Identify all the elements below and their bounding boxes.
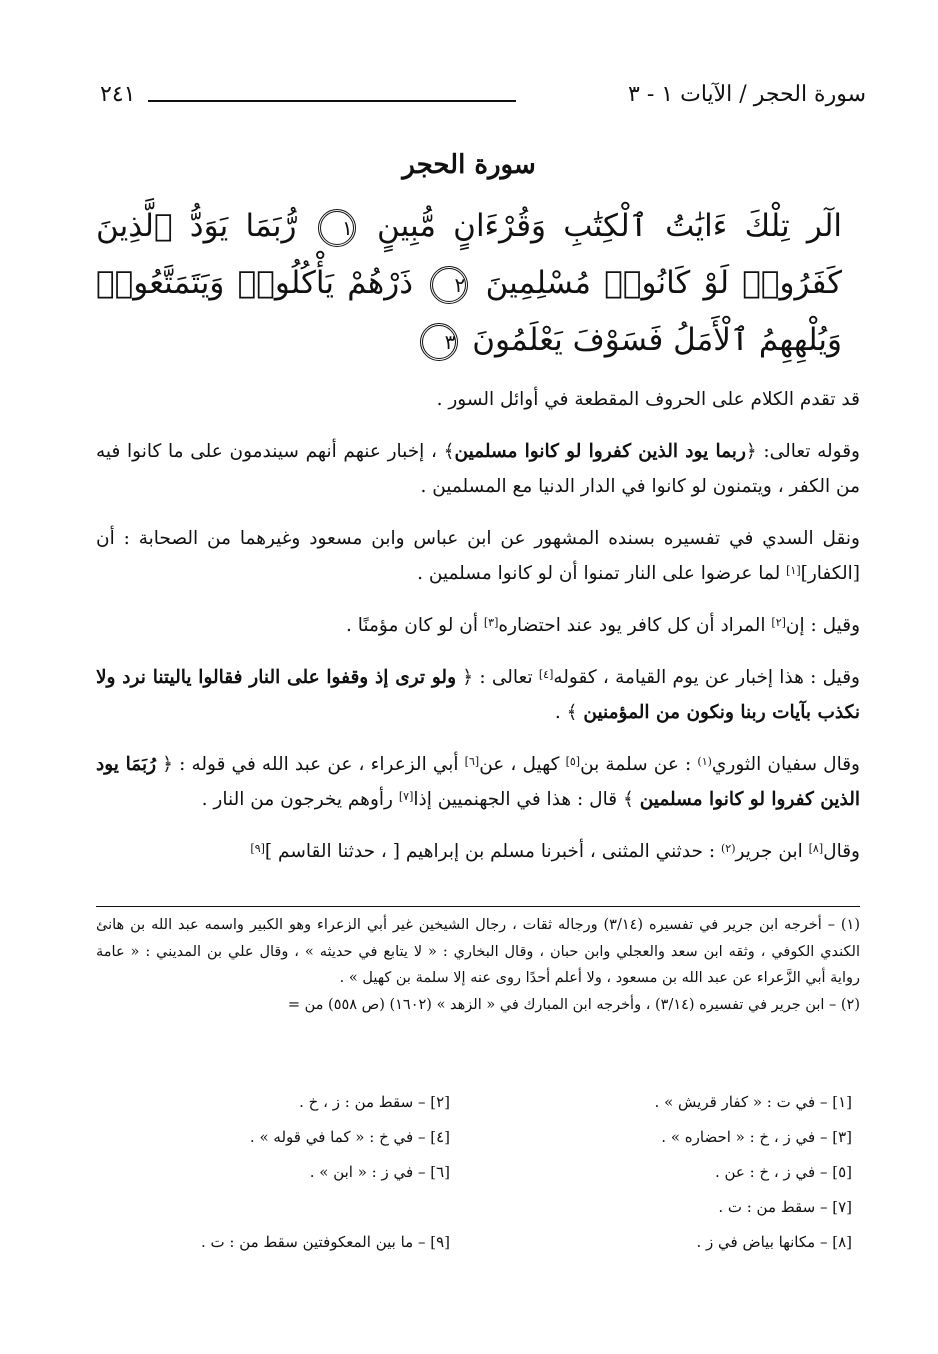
surah-title: سورة الحجر	[402, 150, 536, 180]
p5-text-c: ﴾ .	[554, 702, 584, 723]
variant-note-7: [٧] – سقط من : ت .	[718, 1198, 852, 1216]
variant-ref-3: [٣]	[483, 616, 499, 629]
p3-text-b: لما عرضوا على النار تمنوا أن لو كانوا مسلمين .	[417, 563, 787, 584]
footnotes	[96, 912, 860, 1018]
variant-notes	[100, 1093, 852, 1268]
variant-row	[100, 1198, 852, 1233]
p6-text-b: : عن سلمة بن	[580, 754, 698, 775]
p6-text-a: وقال سفيان الثوري	[711, 754, 860, 775]
p6-text-d: أبي الزعراء ، عن عبد الله في قوله : ﴿	[156, 754, 465, 775]
variant-note-2: [٢] – سقط من : ز ، خ .	[299, 1093, 450, 1111]
variant-ref-1: [١]	[786, 564, 801, 577]
ayah-3-text: ذَرْهُمْ يَأْكُلُوا۟ وَيَتَمَتَّعُوا۟ وَيُلْهِهِمُ ٱلْأَمَلُ فَسَوْفَ يَعْلَمُونَ	[96, 265, 842, 358]
commentary-body	[96, 382, 860, 886]
variant-note-4: [٤] – في خ : « كما في قوله » .	[249, 1128, 450, 1146]
p4-text-b: المراد أن كل كافر يود عند احتضاره	[498, 615, 772, 636]
p7-text-c: : حدثني المثنى ، أخبرنا مسلم بن إبراهيم [ ، حدثنا القاسم ]	[264, 841, 721, 862]
variant-note-3: [٣] – في ز ، خ : « احضاره » .	[661, 1128, 852, 1146]
paragraph-5	[96, 660, 860, 730]
paragraph-4	[96, 608, 860, 643]
p5-quran-quote: ولو ترى إذ وقفوا على النار فقالوا ياليتنا نرد ولا نكذب بآيات ربنا ونكون من المؤمنين	[96, 667, 860, 723]
p6-text-f: رأوهم يخرجون من النار .	[201, 789, 399, 810]
variant-note-8: [٨] – مكانها بياض في ز .	[696, 1233, 852, 1251]
ayah-number-marker-1: ١	[318, 209, 356, 247]
page-number: ٢٤١	[100, 82, 136, 107]
p3-text-a: ونقل السدي في تفسيره بسنده المشهور عن ابن عباس وابن مسعود وغيرهما من الصحابة : أن [الكفار]	[96, 528, 860, 584]
ayah-1-text: الٓر تِلْكَ ءَايَٰتُ ٱلْكِتَٰبِ وَقُرْءَانٍ مُّبِينٍ	[377, 208, 843, 244]
p4-text-c: أن لو كان مؤمنًا .	[346, 615, 484, 636]
variant-row	[100, 1163, 852, 1198]
ayah-block	[96, 198, 842, 369]
variant-ref-5: [٥]	[565, 755, 581, 768]
paragraph-1-text: قد تقدم الكلام على الحروف المقطعة في أوائل السور .	[436, 389, 860, 410]
paragraph-3	[96, 521, 860, 591]
p2-quran-quote: ربما يود الذين كفروا لو كانوا مسلمين	[454, 441, 746, 462]
variant-note-9: [٩] – ما بين المعكوفتين سقط من : ت .	[200, 1233, 450, 1251]
paragraph-6	[96, 747, 860, 817]
ayah-2-text: رُّبَمَا يَوَدُّ ٱلَّذِينَ كَفَرُوا۟ لَوْ كَانُوا۟ مُسْلِمِينَ	[96, 208, 843, 301]
p5-text-b: تعالى : ﴿	[456, 667, 539, 688]
variant-note-6: [٦] – في ز : « ابن » .	[309, 1163, 450, 1181]
ayah-number-marker-2: ٢	[430, 266, 468, 304]
variant-ref-6: [٦]	[464, 755, 480, 768]
p6-text-e: ﴾ قال : هذا في الجهنميين إذا	[413, 789, 640, 810]
p2-text-b: ﴾ ، إخبار عنهم أنهم سيندمون على ما كانوا فيه من الكفر ، ويتمنون لو كانوا في الدار الدنيا مع المسلمين .	[96, 441, 860, 497]
footnote-rule	[96, 906, 860, 907]
footnote-ref-2: (٢)	[720, 842, 736, 855]
ayah-number-marker-3: ٣	[420, 323, 458, 361]
p6-quran-quote: رُبَمَا يود الذين كفروا لو كانوا مسلمين	[96, 754, 860, 810]
p5-text-a: وقيل : هذا إخبار عن يوم القيامة ، كقوله	[553, 667, 860, 688]
footnote-2: (٢) – ابن جرير في تفسيره (٣/١٤) ، وأخرجه ابن المبارك في « الزهد » (١٦٠٢) (ص ٥٥٨) من =	[287, 996, 860, 1013]
variant-ref-4: [٤]	[538, 668, 554, 681]
variant-ref-7: [٧]	[398, 790, 414, 803]
variant-note-5: [٥] – في ز ، خ : عن .	[714, 1163, 852, 1181]
variant-row	[100, 1093, 852, 1128]
paragraph-1	[96, 382, 860, 417]
p4-text-a: وقيل : إن	[785, 615, 860, 636]
paragraph-7	[96, 834, 860, 869]
footnote-1: (١) – أخرجه ابن جرير في تفسيره (٣/١٤) ورجاله ثقات ، رجال الشيخين غير أبي الزعراء وهو الكبير واسمه عبد الله بن هانئ الكندي الكوفي ، وثقه ابن سعد والعجلي وابن حبان ، وقال البخاري : « لا يتابع في حديثه » ، وقال علي بن المديني : « عامة رواية أبي الزَّعراء عن عبد الله بن مسعود ، ولا أعلم أحدًا روى عنه إلا سلمة بن كهيل » .	[96, 917, 860, 986]
variant-note-1: [١] – في ت : « كفار قريش » .	[654, 1093, 852, 1111]
paragraph-2	[96, 434, 860, 504]
p2-text-a: وقوله تعالى: ﴿	[745, 441, 860, 462]
p6-text-c: كهيل ، عن	[479, 754, 566, 775]
p7-text-b: ابن جرير	[735, 841, 809, 862]
variant-ref-8: [٨]	[808, 842, 824, 855]
variant-ref-9: [٩]	[250, 842, 265, 855]
variant-row	[100, 1128, 852, 1163]
variant-row	[100, 1233, 852, 1268]
footnote-ref-1: (١)	[697, 755, 712, 768]
p7-text-a: وقال	[823, 841, 860, 862]
running-header-title: سورة الحجر / الآيات ١ - ٣	[628, 82, 866, 107]
variant-ref-2: [٢]	[771, 616, 786, 629]
header-rule	[148, 100, 516, 102]
